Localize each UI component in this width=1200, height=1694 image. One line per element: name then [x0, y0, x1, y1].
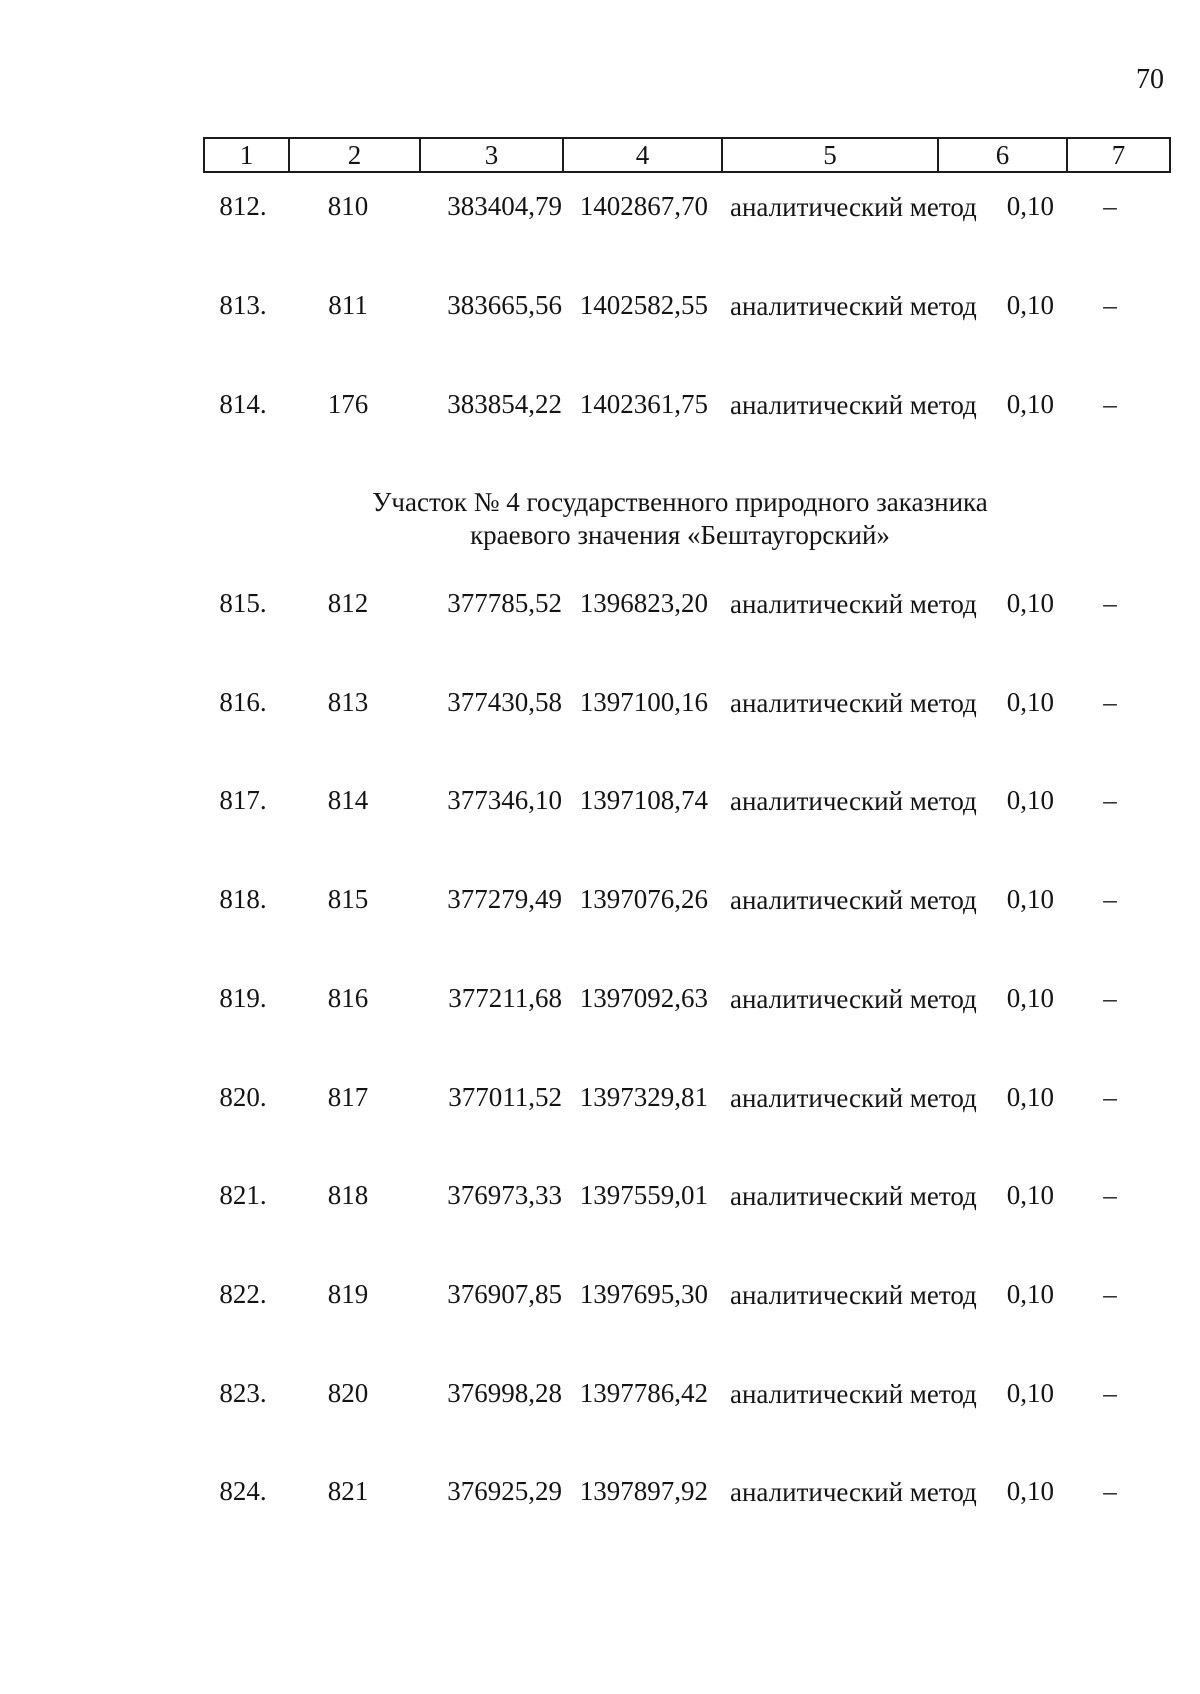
table-row: [0, 884, 1200, 964]
determination-method: аналитический метод: [730, 786, 977, 817]
header-cell-1: 1: [204, 138, 289, 172]
coordinate-x: 383404,79: [447, 191, 562, 221]
determination-method: аналитический метод: [730, 687, 977, 718]
coordinate-y: 1396823,20: [579, 588, 708, 618]
point-number: 811: [328, 290, 368, 320]
determination-method: аналитический метод: [730, 1279, 977, 1310]
section-title: [250, 486, 1110, 552]
row-number: 818.: [219, 884, 267, 915]
coordinate-x: 383665,56: [447, 290, 562, 320]
coordinate-x: 376925,29: [447, 1476, 562, 1507]
coordinate-x: 377011,52: [448, 1081, 562, 1112]
row-number: 815.: [219, 588, 267, 618]
header-row: [204, 138, 1170, 172]
determination-method: аналитический метод: [730, 1378, 977, 1409]
table-row: [0, 785, 1200, 865]
accuracy-value: 0,10: [1006, 1476, 1054, 1507]
point-number: 814: [327, 785, 369, 816]
point-number: 810: [327, 191, 369, 221]
row-number: 813.: [219, 290, 267, 320]
description-value: –: [1103, 1180, 1117, 1211]
coordinate-x: 377211,68: [448, 982, 562, 1013]
determination-method: аналитический метод: [730, 983, 977, 1014]
determination-method: аналитический метод: [730, 1477, 977, 1508]
coordinate-y: 1397108,74: [579, 785, 708, 816]
coordinate-y: 1397076,26: [579, 884, 708, 915]
description-value: –: [1103, 686, 1117, 717]
accuracy-value: 0,10: [1006, 884, 1054, 915]
point-number: 819: [327, 1278, 369, 1309]
column-number-header: [203, 137, 1171, 173]
row-number: 821.: [219, 1180, 267, 1211]
accuracy-value: 0,10: [1006, 982, 1054, 1013]
coordinate-x: 377279,49: [447, 884, 562, 915]
coordinate-x: 377346,10: [447, 785, 562, 816]
point-number: 821: [327, 1476, 369, 1507]
row-number: 824.: [219, 1476, 267, 1507]
determination-method: аналитический метод: [730, 885, 977, 916]
description-value: –: [1103, 1377, 1117, 1408]
point-number: 815: [327, 884, 369, 915]
point-number: 820: [327, 1377, 369, 1408]
description-value: –: [1103, 884, 1117, 915]
description-value: –: [1103, 389, 1117, 419]
accuracy-value: 0,10: [1006, 785, 1054, 816]
description-value: –: [1103, 785, 1117, 816]
table-row: [0, 983, 1200, 1063]
header-cell-3: 3: [420, 138, 563, 172]
header-cell-2: 2: [289, 138, 420, 172]
row-number: 819.: [219, 982, 267, 1013]
table-row: [0, 1082, 1200, 1162]
point-number: 817: [327, 1081, 369, 1112]
determination-method: аналитический метод: [730, 390, 977, 420]
coordinate-x: 377430,58: [447, 686, 562, 717]
table-row: [0, 687, 1200, 767]
row-number: 823.: [219, 1377, 267, 1408]
header-cell-5: 5: [722, 138, 938, 172]
coordinate-y: 1397100,16: [579, 686, 708, 717]
coordinate-y: 1402867,70: [579, 191, 708, 221]
accuracy-value: 0,10: [1006, 290, 1054, 320]
determination-method: аналитический метод: [730, 291, 977, 321]
point-number: 818: [327, 1180, 369, 1211]
coordinate-y: 1402361,75: [579, 389, 708, 419]
coordinate-x: 376998,28: [447, 1377, 562, 1408]
coordinate-y: 1397786,42: [579, 1377, 708, 1408]
table-row: [0, 191, 1200, 271]
determination-method: аналитический метод: [730, 589, 977, 619]
table-row: [0, 389, 1200, 469]
determination-method: аналитический метод: [730, 1181, 977, 1212]
section-title-line-2: краевого значения «Бештаугорский»: [470, 520, 890, 550]
point-number: 176: [327, 389, 369, 419]
header-cell-6: 6: [938, 138, 1067, 172]
determination-method: аналитический метод: [730, 192, 977, 222]
coordinate-y: 1397329,81: [579, 1081, 708, 1112]
section-title-line-1: Участок № 4 государственного природного заказника: [372, 487, 988, 517]
accuracy-value: 0,10: [1006, 1278, 1054, 1309]
row-number: 820.: [219, 1081, 267, 1112]
header-cell-7: 7: [1067, 138, 1170, 172]
accuracy-value: 0,10: [1006, 588, 1054, 618]
description-value: –: [1103, 982, 1117, 1013]
accuracy-value: 0,10: [1006, 1180, 1054, 1211]
point-number: 813: [327, 686, 369, 717]
coordinate-x: 377785,52: [447, 588, 562, 618]
row-number: 814.: [219, 389, 267, 419]
coordinate-y: 1397092,63: [579, 982, 708, 1013]
accuracy-value: 0,10: [1006, 686, 1054, 717]
description-value: –: [1103, 588, 1117, 618]
row-number: 817.: [219, 785, 267, 816]
table-row: [0, 1279, 1200, 1359]
row-number: 816.: [219, 686, 267, 717]
table-row: [0, 1476, 1200, 1556]
table-row: [0, 1378, 1200, 1458]
accuracy-value: 0,10: [1006, 389, 1054, 419]
coordinate-y: 1397559,01: [579, 1180, 708, 1211]
point-number: 812: [327, 588, 369, 618]
description-value: –: [1103, 1278, 1117, 1309]
table-row: [0, 588, 1200, 668]
accuracy-value: 0,10: [1006, 191, 1054, 221]
coordinate-y: 1402582,55: [579, 290, 708, 320]
description-value: –: [1103, 1081, 1117, 1112]
accuracy-value: 0,10: [1006, 1377, 1054, 1408]
row-number: 812.: [219, 191, 267, 221]
accuracy-value: 0,10: [1006, 1081, 1054, 1112]
coordinate-y: 1397897,92: [579, 1476, 708, 1507]
description-value: –: [1103, 1476, 1117, 1507]
point-number: 816: [327, 982, 369, 1013]
coordinate-y: 1397695,30: [579, 1278, 708, 1309]
description-value: –: [1103, 191, 1117, 221]
determination-method: аналитический метод: [730, 1082, 977, 1113]
coordinate-x: 376973,33: [447, 1180, 562, 1211]
table-row: [0, 290, 1200, 370]
row-number: 822.: [219, 1278, 267, 1309]
description-value: –: [1103, 290, 1117, 320]
header-cell-4: 4: [563, 138, 722, 172]
table-row: [0, 1180, 1200, 1260]
page-number: 70: [1136, 64, 1164, 95]
coordinate-x: 376907,85: [447, 1278, 562, 1309]
coordinate-x: 383854,22: [447, 389, 562, 419]
